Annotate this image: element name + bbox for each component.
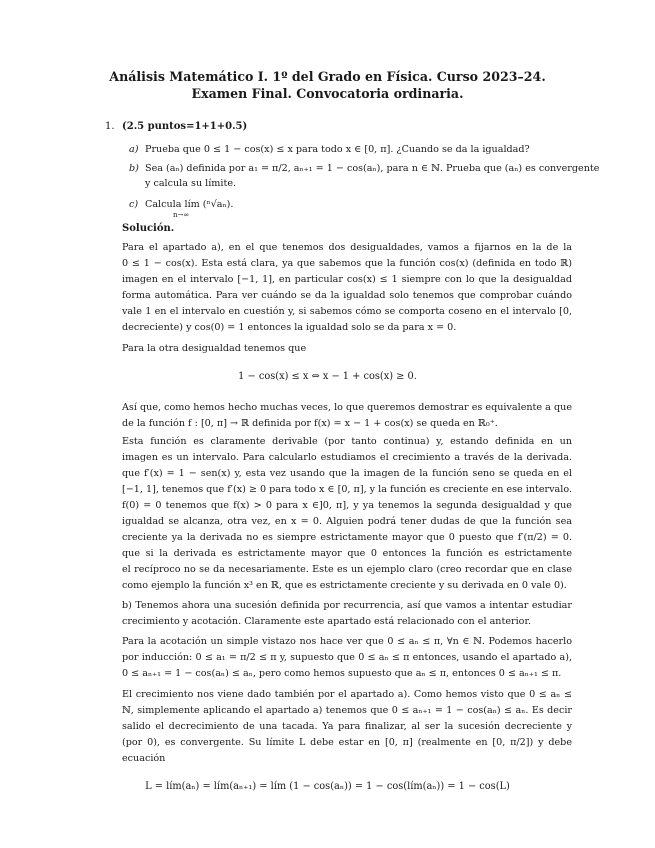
paragraph-line: que si la derivada es estrictamente mayor que 0 entonces la función es estrictamente <box>122 548 572 559</box>
paragraph-line: ecuación <box>122 753 166 764</box>
question-number: 1. <box>105 121 115 132</box>
item-b-text: y calcula su límite. <box>145 178 237 189</box>
paragraph-line: de la función f : [0, π] → ℝ definida por f(x) = x − 1 + cos(x) se queda en ℝ₀⁺. <box>122 418 498 429</box>
paragraph-line: Para la otra desigualdad tenemos que <box>122 343 307 354</box>
paragraph-line: Para el apartado a), en el que tenemos dos desigualdades, vamos a fijarnos en la de la <box>122 242 572 253</box>
item-c-label: c) <box>129 199 139 210</box>
exam-subtitle: Examen Final. Convocatoria ordinaria. <box>191 86 464 101</box>
paragraph-line: Así que, como hemos hecho muchas veces, lo que queremos demostrar es equivalente a que <box>122 402 572 413</box>
paragraph-line: vale 1 en el intervalo en cuestión y, si sabemos cómo se comporta coseno en el intervalo [0, <box>122 306 572 317</box>
item-a-label: a) <box>129 144 139 155</box>
item-b-text: Sea (aₙ) definida por a₁ = π/2, aₙ₊₁ = 1 − cos(aₙ), para n ∈ ℕ. Prueba que (aₙ) es convergente <box>145 163 600 174</box>
paragraph-line: imagen en el intervalo [−1, 1], en particular cos(x) ≤ 1 siempre con lo que la desigualdad <box>122 274 572 285</box>
paragraph-line: por inducción: 0 ≤ a₁ = π/2 ≤ π y, supuesto que 0 ≤ aₙ ≤ π entonces, usando el apartado a), <box>122 652 572 663</box>
paragraph-line: [−1, 1], tenemos que f′(x) ≥ 0 para todo x ∈ [0, π], y la función es creciente en ese intervalo. <box>122 484 572 495</box>
item-c-text: Calcula lím (ⁿ√aₙ). <box>145 199 234 210</box>
paragraph-line: f(0) = 0 tenemos que f(x) > 0 para x ∈]0, π], y ya tenemos la segunda desigualdad y que <box>122 500 572 511</box>
question-points: (2.5 puntos=1+1+0.5) <box>122 121 248 132</box>
paragraph-line: b) Tenemos ahora una sucesión definida por recurrencia, así que vamos a intentar estudiar <box>122 600 572 611</box>
paragraph-line: Esta función es claramente derivable (por tanto continua) y, estando definida en un <box>122 436 572 447</box>
paragraph-line: imagen es un intervalo. Para calcularlo estudiamos el crecimiento a través de la derivada. <box>122 452 572 463</box>
solution-heading: Solución. <box>122 223 175 234</box>
paragraph-line: igualdad se alcanza, otra vez, en x = 0. Alguien podrá tener dudas de que la función sea <box>122 516 572 527</box>
paragraph-line: decreciente) y cos(0) = 1 entonces la igualdad solo se da para x = 0. <box>122 322 457 333</box>
paragraph-line: Para la acotación un simple vistazo nos hace ver que 0 ≤ aₙ ≤ π, ∀n ∈ ℕ. Podemos hacerlo <box>122 636 572 647</box>
paragraph-line: ℕ, simplemente aplicando el apartado a) tenemos que 0 ≤ aₙ₊₁ = 1 − cos(aₙ) ≤ aₙ. Es decir <box>122 705 572 716</box>
paragraph-line: que f′(x) = 1 − sen(x) y, esta vez usando que la imagen de la función seno se queda en el <box>122 468 572 479</box>
exam-title: Análisis Matemático I. 1º del Grado en Física. Curso 2023–24. <box>109 69 546 84</box>
paragraph-line: 0 ≤ aₙ₊₁ = 1 − cos(aₙ) ≤ aₙ, pero como hemos supuesto que aₙ ≤ π, entonces 0 ≤ aₙ₊₁ ≤ π. <box>122 668 562 679</box>
equation: L = lím(aₙ) = lím(aₙ₊₁) = lím (1 − cos(aₙ)) = 1 − cos(lím(aₙ)) = 1 − cos(L) <box>145 781 510 792</box>
item-b-label: b) <box>129 163 139 174</box>
equation: 1 − cos(x) ≤ x ⇔ x − 1 + cos(x) ≥ 0. <box>238 371 417 382</box>
paragraph-line: El crecimiento nos viene dado también por el apartado a). Como hemos visto que 0 ≤ aₙ ≤ <box>122 689 572 700</box>
paragraph-line: salido el decrecimiento de una tacada. Ya para finalizar, al ser la sucesión decreciente y <box>122 721 572 732</box>
paragraph-line: crecimiento y acotación. Claramente este apartado está relacionado con el anterior. <box>122 616 532 627</box>
paragraph-line: el recíproco no se da necesariamente. Este es un ejemplo claro (creo recordar que en clase <box>122 564 572 575</box>
paragraph-line: (por 0), es convergente. Su límite L debe estar en [0, π] (realmente en [0, π/2]) y debe <box>122 737 572 748</box>
paragraph-line: como ejemplo la función x³ en ℝ, que es estrictamente creciente y su derivada en 0 vale 0). <box>122 580 567 591</box>
paragraph-line: forma automática. Para ver cuándo se da la igualdad solo tenemos que comprobar cuándo <box>122 290 572 301</box>
limit-subscript: n→∞ <box>173 211 190 219</box>
paragraph-line: creciente ya la derivada no es siempre estrictamente mayor que 0 puesto que f′(π/2) = 0. <box>122 532 572 543</box>
item-a-text: Prueba que 0 ≤ 1 − cos(x) ≤ x para todo x ∈ [0, π]. ¿Cuando se da la igualdad? <box>145 144 530 155</box>
paragraph-line: 0 ≤ 1 − cos(x). Esta está clara, ya que sabemos que la función cos(x) (definida en todo ℝ) <box>122 258 572 269</box>
